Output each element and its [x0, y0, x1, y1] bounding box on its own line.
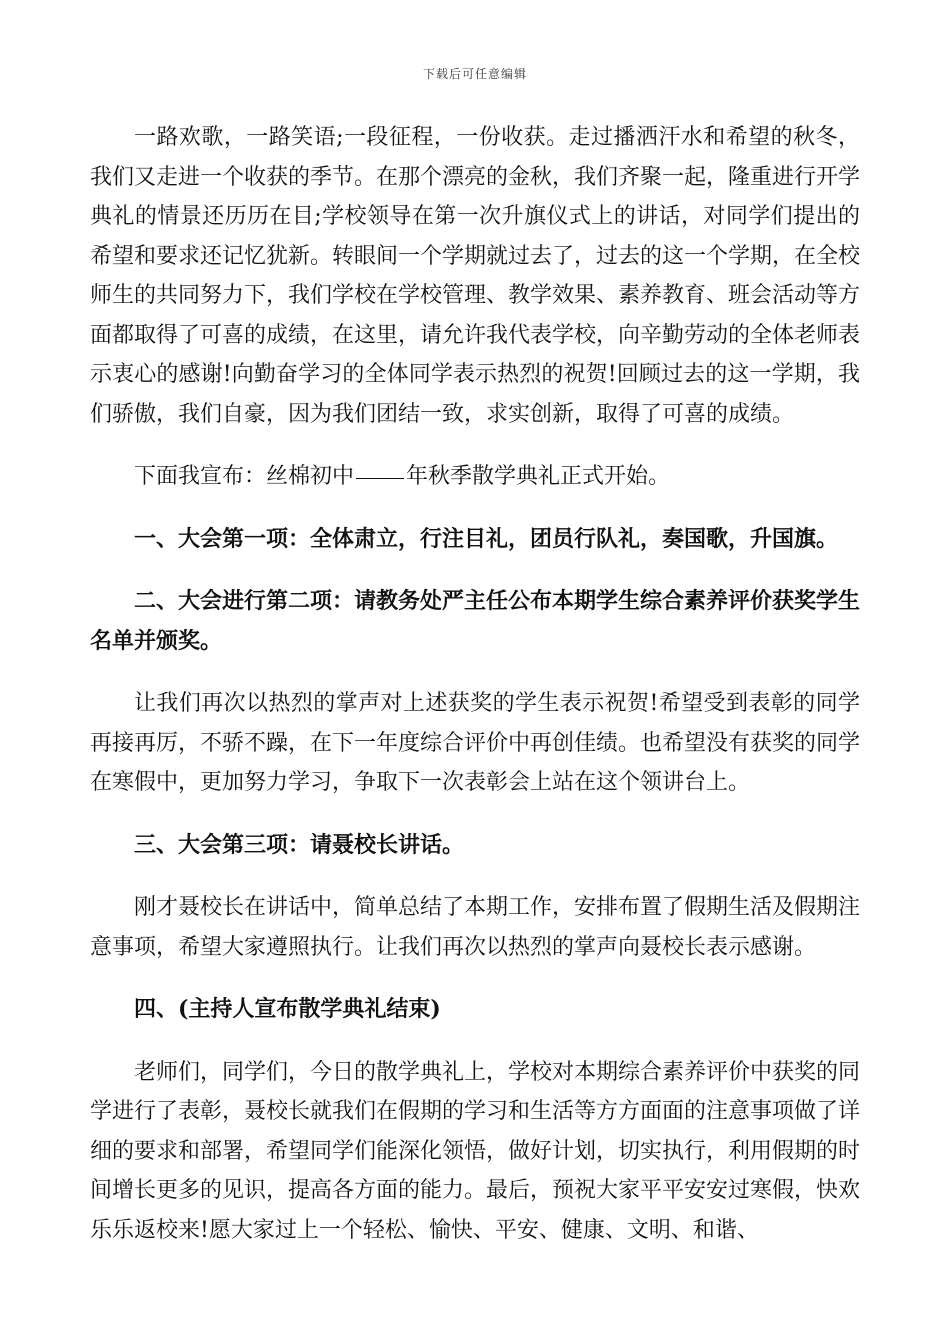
year-blank	[356, 477, 404, 479]
announcement-text-before: 下面我宣布：丝棉初中	[134, 464, 355, 489]
thanks-paragraph: 刚才聂校长在讲话中，简单总结了本期工作，安排布置了假期生活及假期注意事项，希望大家遵照执行。让我们再次以热烈的掌声向聂校长表示感谢。	[90, 895, 861, 960]
document-body	[90, 118, 860, 1250]
agenda-item-4: 四、(主持人宣布散学典礼结束)	[134, 996, 441, 1022]
announcement-text-after: 年秋季散学典礼正式开始。	[406, 464, 671, 489]
agenda-item-1: 一、大会第一项：全体肃立，行注目礼，团员行队礼，奏国歌，升国旗。	[134, 525, 839, 552]
announcement-paragraph	[90, 457, 860, 497]
intro-paragraph: 一路欢歌，一路笑语;一段征程，一份收获。走过播洒汗水和希望的秋冬，我们又走进一个收获的季节。在那个漂亮的金秋，我们齐聚一起，隆重进行开学典礼的情景还历历在目;学校领导在第一次升旗仪式上的讲话，对同学们提出的希望和要求还记忆犹新。转眼间一个学期就过去了，过去的这一个学期，在全校师生的共同努力下，我们学校在学校管理、教学效果、素养教育、班会活动等方面都取得了可喜的成绩，在这里，请允许我代表学校，向辛勤劳动的全体老师表示衷心的感谢!向勤奋学习的全体同学表示热烈的祝贺!回顾过去的这一学期，我们骄傲，我们自豪，因为我们团结一致，求实创新，取得了可喜的成绩。	[90, 125, 861, 427]
page-header-note: 下载后可任意编辑	[422, 67, 527, 81]
closing-paragraph: 老师们，同学们，今日的散学典礼上，学校对本期综合素养评价中获奖的同学进行了表彰，聂校长就我们在假期的学习和生活等方方面面的注意事项做了详细的要求和部署，希望同学们能深化领悟，做好计划，切实执行，利用假期的时间增长更多的见识，提高各方面的能力。最后，预祝大家平平安安过寒假，快欢乐乐返校来!愿大家过上一个轻松、愉快、平安、健康、文明、和谐、	[90, 1059, 861, 1243]
agenda-item-2: 二、大会进行第二项：请教务处严主任公布本期学生综合素养评价获奖学生名单并颁奖。	[90, 588, 861, 654]
congratulation-paragraph: 让我们再次以热烈的掌声对上述获奖的学生表示祝贺!希望受到表彰的同学再接再厉，不骄不躁，在下一年度综合评价中再创佳绩。也希望没有获奖的同学在寒假中，更加努力学习，争取下一次表彰会上站在这个领讲台上。	[90, 691, 861, 795]
agenda-item-3: 三、大会第三项：请聂校长讲话。	[134, 831, 465, 858]
